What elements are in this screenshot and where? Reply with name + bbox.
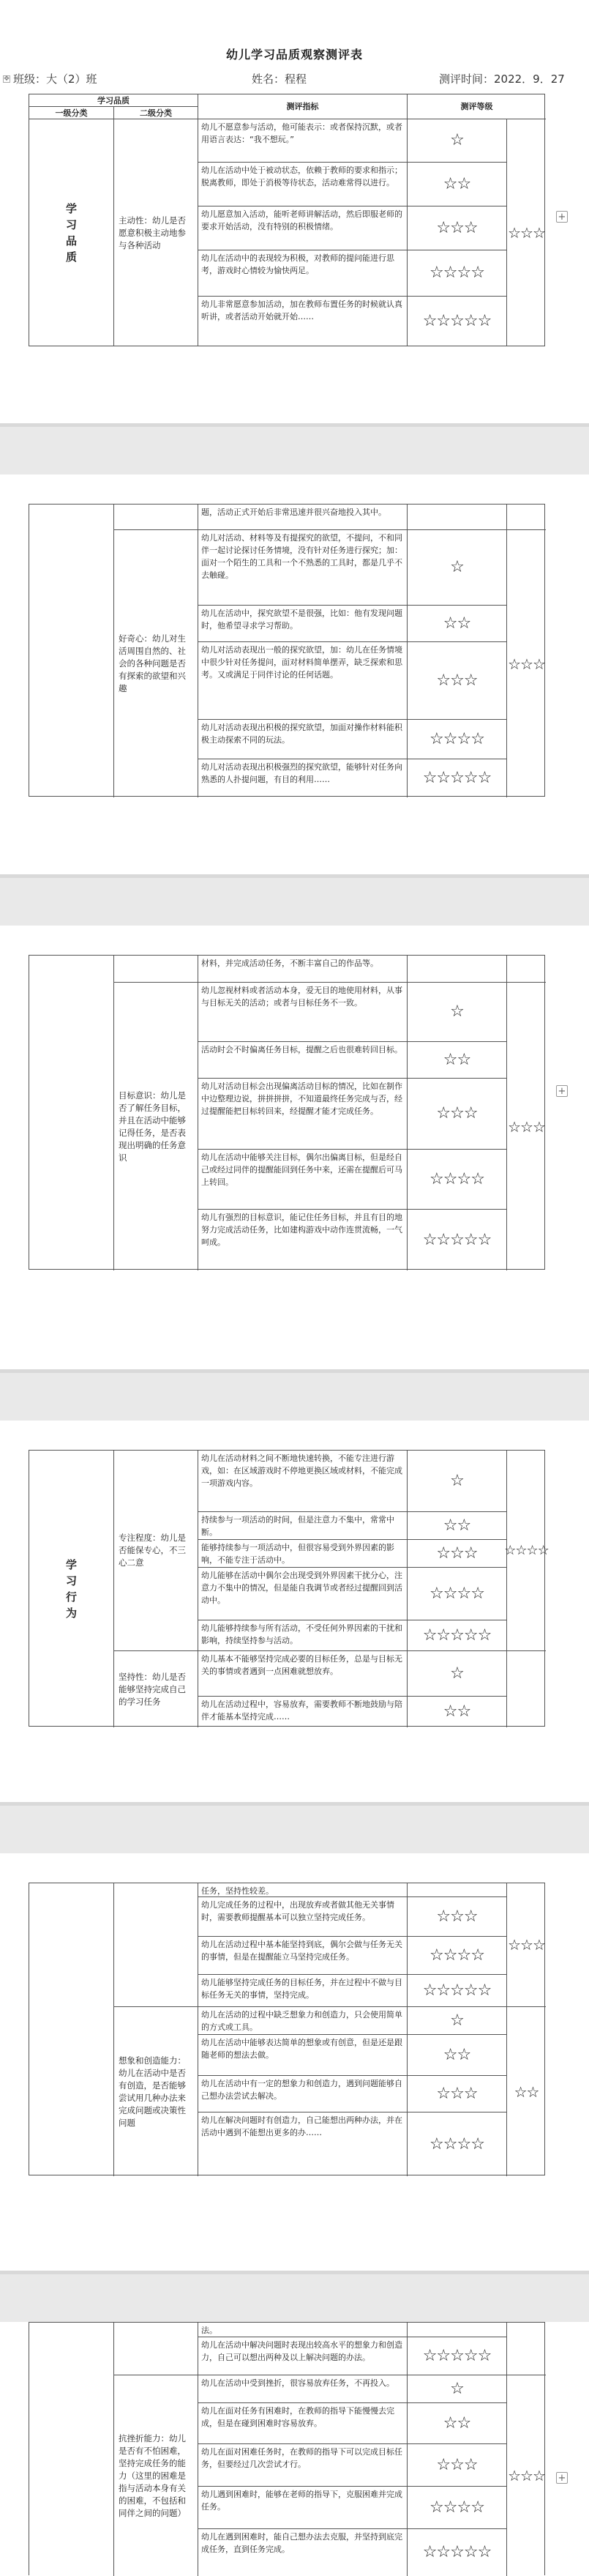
- overall-grade[interactable]: ☆☆☆☆: [507, 1451, 546, 1651]
- category-continued: [29, 2323, 114, 2576]
- class-label: 班级：大（2）班: [13, 72, 97, 86]
- category-continued: [29, 956, 114, 1270]
- indicator-text: 幼儿在活动中能够关注目标，偶尔出偏离目标，但是经自己或经过同伴的提醒能回到任务中来，还需在提醒后可马上转回。: [198, 1150, 408, 1210]
- rating-stars[interactable]: ☆☆: [408, 163, 507, 206]
- subcategory-imagination: 想象和创造能力：幼儿在活动中是否有创造，是否能够尝试用几种办法来完成问题或决策性问题: [114, 2007, 198, 2176]
- rating-stars[interactable]: ☆☆☆: [408, 1897, 507, 1937]
- document-page-3: [0, 926, 589, 1369]
- category-learning-behavior: 学 习 行 为: [29, 1451, 114, 1727]
- indicator-text: 幼儿在活动中能够表达简单的想象或有创意，但是还是跟随老师的想法去做。: [198, 2035, 408, 2076]
- rating-stars[interactable]: ☆☆: [408, 606, 507, 642]
- rating-stars[interactable]: ☆☆☆☆☆: [408, 759, 507, 797]
- overall-grade[interactable]: ☆☆☆: [508, 1117, 545, 1136]
- overall-grade[interactable]: ☆☆☆: [508, 655, 545, 673]
- add-row-button[interactable]: +: [556, 2472, 568, 2484]
- indicator-text: 题，活动正式开始后非常迅速并很兴奋地投入其中。: [198, 505, 408, 530]
- indicator-text: 幼儿在遇到困难时，能自己想办法去克服，并坚持到底完成任务，直到任务完成。: [198, 2529, 408, 2576]
- subcategory-continued: [114, 2323, 198, 2375]
- rating-stars[interactable]: ☆☆☆☆: [408, 2112, 507, 2176]
- indicator-text: 幼儿在活动过程中，容易放弃，需要教师不断地鼓励与陪伴才能基本坚持完成……: [198, 1697, 408, 1727]
- indicator-text: 幼儿在活动中有一定的想象力和创造力，遇到问题能够自己想办法尝试去解决。: [198, 2076, 408, 2112]
- evaluation-table-page-1: [29, 94, 545, 346]
- indicator-text: 任务，坚持性较差。: [198, 1883, 408, 1897]
- subcategory-initiative: 主动性：幼儿是否愿意积极主动地参与各种活动: [114, 119, 198, 346]
- header-indicator: 测评指标: [198, 94, 408, 119]
- page-gap: [0, 423, 589, 474]
- evaluation-table-page-5: [29, 1883, 545, 2175]
- indicator-text: 幼儿对活动目标会出现偏离活动目标的情况，比如在制作中边整理边说，拼拼拼拼，不知道最终任务完成与否，经过提醒能把目标转回来，经提醒才能才完成任务。: [198, 1079, 408, 1150]
- rating-stars[interactable]: [408, 1883, 507, 1897]
- document-page-5: [0, 1853, 589, 2271]
- indicator-text: 活动时会不时偏离任务目标，提醒之后也很难转回目标。: [198, 1042, 408, 1079]
- rating-stars[interactable]: ☆☆☆☆☆: [408, 297, 507, 346]
- subcategory-continued: [114, 505, 198, 530]
- indicator-text: 幼儿对活动表现出积极的探究欲望，加面对操作材料能积极主动探索不同的玩法。: [198, 720, 408, 759]
- rating-stars[interactable]: ☆☆: [408, 1042, 507, 1079]
- category-continued: [29, 505, 114, 797]
- subcategory-goal-awareness: 目标意识：幼儿是否了解任务目标，并且在活动中能够记得任务，是否表现出明确的任务意识: [114, 983, 198, 1270]
- rating-stars[interactable]: ☆☆: [408, 1512, 507, 1540]
- header-grade: 测评等级: [408, 94, 546, 119]
- rating-stars[interactable]: ☆: [408, 983, 507, 1042]
- overall-grade[interactable]: ☆☆☆: [507, 1883, 546, 2007]
- indicator-text: 幼儿在解决问题时有创造力，自己能想出两种办法，并在活动中遇到不能想出更多的办……: [198, 2112, 408, 2176]
- rating-stars[interactable]: ☆☆: [408, 2403, 507, 2444]
- evaluation-table-page-4: [29, 1450, 549, 1727]
- rating-stars[interactable]: ☆☆☆☆☆: [408, 1210, 507, 1270]
- indicator-text: 法。: [198, 2323, 408, 2337]
- rating-stars[interactable]: ☆: [408, 1651, 507, 1697]
- move-handle-icon[interactable]: ✥: [4, 75, 10, 83]
- category-learning-quality: 学 习 品 质: [29, 119, 114, 346]
- subcategory-concentration: 专注程度：幼儿是否能保专心，不三心二意: [114, 1451, 198, 1651]
- indicator-text: 幼儿在活动中解决问题时表现出较高水平的想象力和创造力，自己可以想出两种及以上解决问题的办法。: [198, 2337, 408, 2375]
- rating-stars[interactable]: ☆☆: [408, 1697, 507, 1727]
- indicator-text: 幼儿忽视材料或者活动本身，爱无目的地使用材料，从事与目标无关的活动；或者与目标任务不一致。: [198, 983, 408, 1042]
- page-gap: [0, 874, 589, 926]
- rating-stars[interactable]: ☆☆☆☆: [408, 2487, 507, 2529]
- date-label: 测评时间：2022．9．27: [439, 72, 565, 86]
- indicator-text: 幼儿在活动中的表现较为积极，对教师的提问能进行思考，游戏时心情较为愉快两足。: [198, 250, 408, 297]
- indicator-text: 幼儿不愿意参与活动，他可能表示：或者保持沉默，或者用语言表达：“我不想玩。”: [198, 119, 408, 163]
- subcategory-resilience: 抗挫折能力：幼儿是否有不怕困难，坚持完成任务的能力（这里的困难是指与活动本身有关的困难，不包括和同伴之间的问题）: [114, 2375, 198, 2576]
- page-gap: [0, 2271, 589, 2322]
- indicator-text: 幼儿在面对困难任务时，在教师的指导下可以完成目标任务，但要经过几次尝试才行。: [198, 2444, 408, 2487]
- rating-stars[interactable]: [408, 2323, 507, 2337]
- indicator-text: 幼儿对活动表现出积极强烈的探究欲望，能够针对任务向熟悉的人扑提问题，有目的利用……: [198, 759, 408, 797]
- rating-stars[interactable]: ☆☆☆☆: [408, 250, 507, 297]
- subcategory-curiosity: 好奇心：幼儿对生活周围自然的、社会的各种问题是否有探索的欲望和兴趣: [114, 530, 198, 797]
- evaluation-table-page-2: [29, 504, 545, 797]
- subcategory-persistence: 坚持性：幼儿是否能够坚持完成自己的学习任务: [114, 1651, 198, 1727]
- rating-stars[interactable]: ☆☆☆: [408, 206, 507, 250]
- header-level1: 一级分类: [29, 107, 114, 119]
- name-label: 姓名：程程: [252, 72, 307, 86]
- rating-stars[interactable]: ☆☆☆☆☆: [408, 1620, 507, 1651]
- rating-stars[interactable]: [408, 505, 507, 530]
- overall-grade-empty: [507, 505, 546, 530]
- rating-stars[interactable]: ☆☆☆: [408, 2444, 507, 2487]
- overall-grade[interactable]: ☆☆☆: [508, 224, 545, 242]
- rating-stars[interactable]: ☆☆☆☆☆: [408, 2529, 507, 2576]
- overall-grade[interactable]: ☆☆☆: [508, 2467, 545, 2484]
- indicator-text: 幼儿完成任务的过程中，出现放弃或者做其他无关事情时，需要教师提醒基本可以独立坚持完成任务。: [198, 1897, 408, 1937]
- header-level2: 二级分类: [114, 107, 198, 119]
- overall-grade-empty: [507, 956, 546, 983]
- indicator-text: 幼儿在面对任务有困难时，在教师的指导下能慢慢去完成，但是在碰到困难时容易放弃。: [198, 2403, 408, 2444]
- overall-grade-empty: [507, 1651, 546, 1727]
- overall-grade-empty: [507, 2323, 546, 2375]
- header-quality: 学习品质: [29, 94, 198, 107]
- category-continued: [29, 1883, 114, 2176]
- indicator-text: 幼儿对活动表现出一般的探究欲望，加：幼儿在任务情境中很少针对任务提问，面对材料简单摆弄，缺乏探索和思考。又或满足于同伴讨论的任何话题。: [198, 642, 408, 720]
- indicator-text: 幼儿能够坚持完成任务的目标任务，并在过程中不做与目标任务无关的事情，坚持完成。: [198, 1975, 408, 2007]
- rating-stars[interactable]: ☆☆☆: [408, 2076, 507, 2112]
- indicator-text: 材料，并完成活动任务，不断丰富自己的作品等。: [198, 956, 408, 983]
- indicator-text: 幼儿非常愿意参加活动，加在教师布置任务的时候就认真听讲，或者活动开始就开始……: [198, 297, 408, 346]
- add-row-button[interactable]: +: [556, 1085, 568, 1097]
- indicator-text: 幼儿对活动、材料等及有提探究的欲望，不提问，不和同伴一起讨论探讨任务情境，没有针对任务进行探究；加：面对一个陌生的工具和一个不熟悉的工具时，都是几乎不去触碰。: [198, 530, 408, 606]
- indicator-text: 幼儿在活动材料之间不断地快速转换，不能专注进行游戏，如：在区域游戏时不停地更换区域或材料，不能完成一项游戏内容。: [198, 1451, 408, 1512]
- document-page-1: [0, 0, 589, 423]
- indicator-text: 能够持续参与一项活动中，但很容易受到外界因素的影响，不能专注于活动中。: [198, 1540, 408, 1568]
- document-page-4: [0, 1421, 589, 1802]
- rating-stars[interactable]: ☆☆☆: [408, 642, 507, 720]
- rating-stars[interactable]: ☆☆☆☆: [408, 1568, 507, 1620]
- rating-stars[interactable]: ☆: [408, 530, 507, 606]
- page-title: 幼儿学习品质观察测评表: [225, 48, 363, 62]
- rating-stars[interactable]: ☆☆☆: [408, 1540, 507, 1568]
- indicator-text: 幼儿遇到困难时，能够在老师的指导下，克服困难并完成任务。: [198, 2487, 408, 2529]
- indicator-text: 幼儿在活动中，探究欲望不是很强，比如：他有发现问题时，他希望寻求学习帮助。: [198, 606, 408, 642]
- indicator-text: 幼儿有强烈的目标意识，能记住任务目标，并且有目的地努力完成活动任务，比如建构游戏中动作连贯流畅，一气呵成。: [198, 1210, 408, 1270]
- rating-stars[interactable]: ☆☆☆☆: [408, 1937, 507, 1975]
- evaluation-table-page-3: [29, 955, 545, 1270]
- rating-stars[interactable]: ☆☆☆☆☆: [408, 1975, 507, 2007]
- rating-stars[interactable]: ☆☆☆☆☆: [408, 2337, 507, 2375]
- rating-stars[interactable]: [408, 956, 507, 983]
- add-row-button[interactable]: +: [556, 211, 568, 223]
- subcategory-continued: [114, 956, 198, 983]
- page-gap: [0, 1369, 589, 1421]
- indicator-text: 幼儿在活动过程中基本能坚持到底，偶尔会做与任务无关的事情，但是在提醒能立马坚持完成任务。: [198, 1937, 408, 1975]
- indicator-text: 幼儿在活动中处于被动状态，依赖于教师的要求和指示；脱离教师，即处于消极等待状态，活动难常得以进行。: [198, 163, 408, 206]
- rating-stars[interactable]: ☆☆☆☆: [408, 1150, 507, 1210]
- page-gap: [0, 1802, 589, 1853]
- rating-stars[interactable]: ☆☆☆: [408, 1079, 507, 1150]
- document-page-6: [0, 2322, 589, 2575]
- indicator-text: 幼儿愿意加入活动，能听老师讲解活动，然后即服老师的要求开始活动，没有特别的积极情绪。: [198, 206, 408, 250]
- document-page-2: [0, 474, 589, 874]
- indicator-text: 幼儿能够持续参与所有活动，不受任何外界因素的干扰和影响，持续坚持参与活动。: [198, 1620, 408, 1651]
- rating-stars[interactable]: ☆: [408, 2007, 507, 2035]
- rating-stars[interactable]: ☆☆☆☆: [408, 720, 507, 759]
- indicator-text: 持续参与一项活动的时间，但是注意力不集中，常常中断。: [198, 1512, 408, 1540]
- overall-grade[interactable]: ☆☆: [514, 2082, 539, 2101]
- indicator-text: 幼儿在活动中受到挫折，很容易放弃任务，不再投入。: [198, 2375, 408, 2403]
- indicator-text: 幼儿在活动的过程中缺乏想象力和创造力，只会使用简单的方式或工具。: [198, 2007, 408, 2035]
- indicator-text: 幼儿能够在活动中偶尔会出现受到外界因素干扰分心，注意力不集中的情况，但是能自我调节或者经过提醒回到活动中。: [198, 1568, 408, 1620]
- evaluation-table-page-6: [29, 2322, 545, 2575]
- subcategory-continued: [114, 1883, 198, 2007]
- rating-stars[interactable]: ☆: [408, 1451, 507, 1512]
- rating-stars[interactable]: ☆☆: [408, 2035, 507, 2076]
- rating-stars[interactable]: ☆: [408, 2375, 507, 2403]
- indicator-text: 幼儿基本不能够坚持完成必要的目标任务，总是与目标无关的事情或者遇到一点困难就想放弃。: [198, 1651, 408, 1697]
- rating-stars[interactable]: ☆: [408, 119, 507, 163]
